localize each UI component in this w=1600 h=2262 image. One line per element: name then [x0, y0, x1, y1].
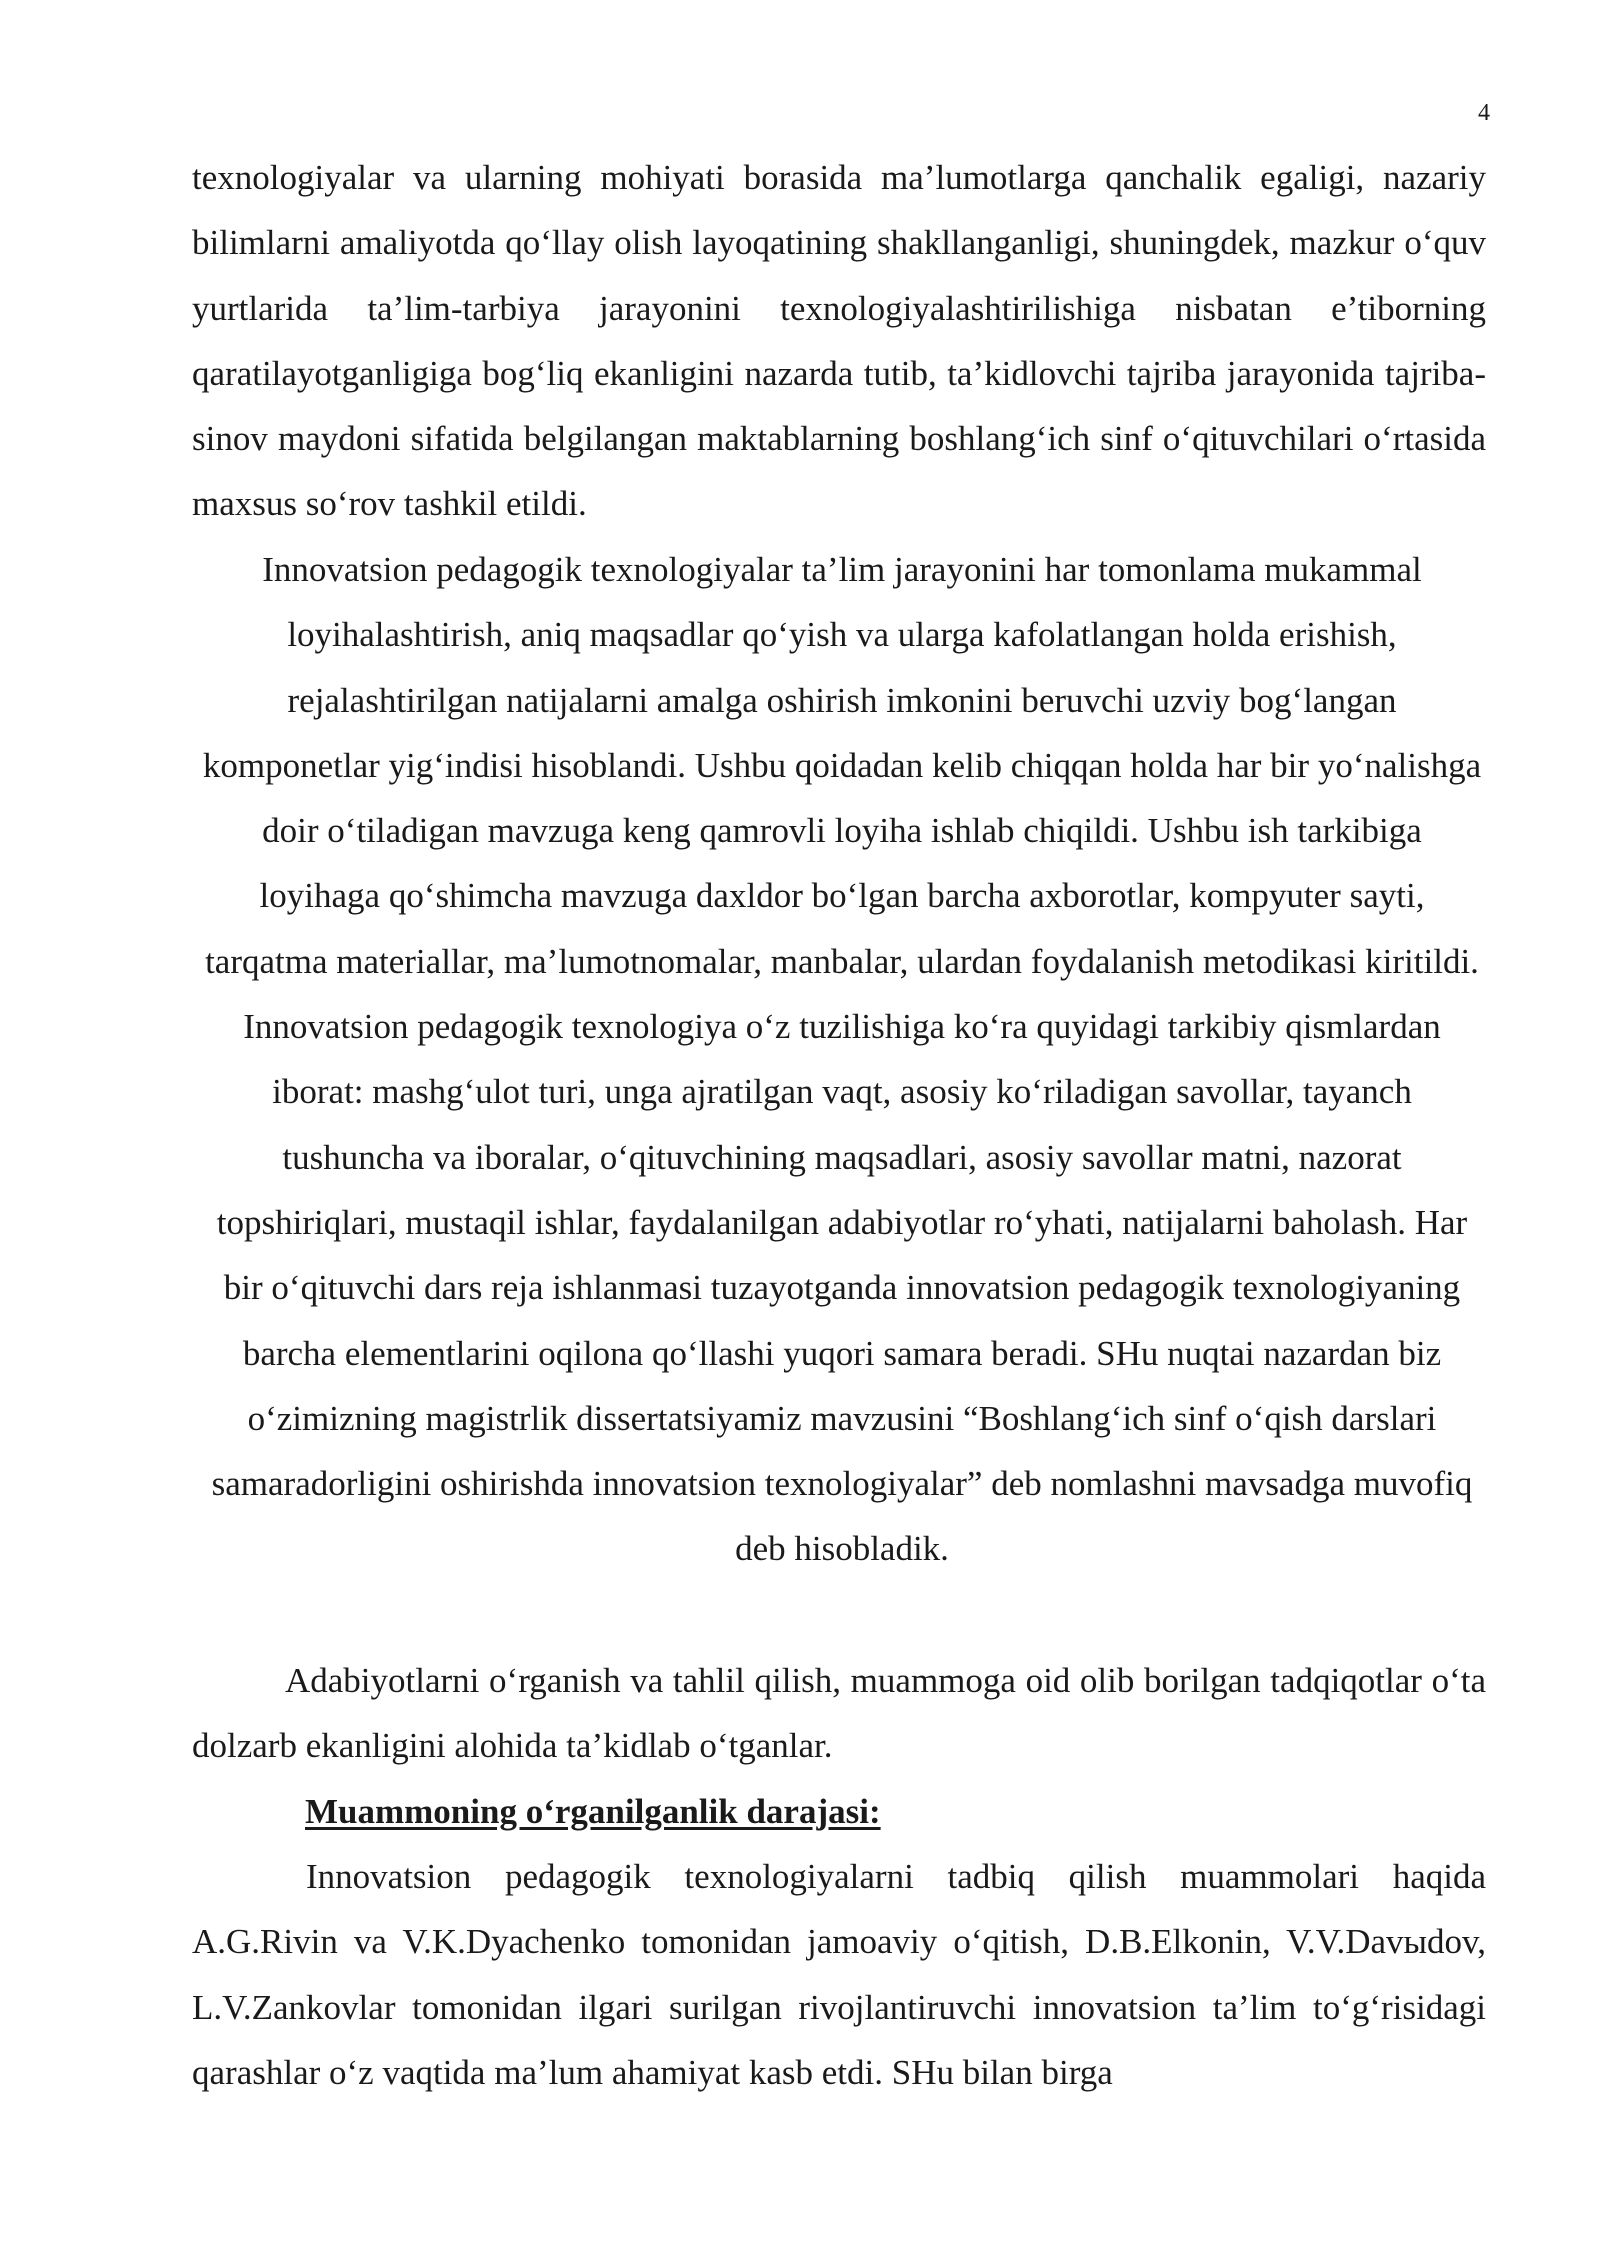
paragraph-2: Innovatsion pedagogik texnologiyalar ta’lim jarayonini har tomonlama mukammal loyihalashtirish, aniq maqsadlar qo‘yish va ularga kafolatlangan holda erishish, rejalashtirilgan natijalarni amalga oshirish imkonini beruvchi uzviy bog‘langan komponetlar yig‘indisi hisoblandi. Ushbu qoidadan kelib chiqqan holda har bir yo‘nalishga doir o‘tiladigan mavzuga keng qamrovli loyiha ishlab chiqildi. Ushbu ish tarkibiga loyihaga qo‘shimcha mavzuga daxldor bo‘lgan barcha axborotlar, kompyuter sayti, tarqatma materiallar, ma’lumotnomalar, manbalar, ulardan foydalanish metodikasi kiritildi. Innovatsion pedagogik texnologiya o‘z tuzilishiga ko‘ra quyidagi tarkibiy qismlardan iborat: mashg‘ulot turi, unga ajratilgan vaqt, asosiy ko‘riladigan savollar, tayanch tushuncha va iboralar, o‘qituvchining maqsadlari, asosiy savollar matni, nazorat topshiriqlari, mustaqil ishlar, faydalanilgan adabiyotlar ro‘yhati, natijalarni baholash. Har bir o‘qituvchi dars reja ishlanmasi tuzayotganda innovatsion pedagogik texnologiyaning barcha elementlarini oqilona qo‘llashi yuqori samara beradi. SHu nuqtai nazardan biz o‘zimizning magistrlik dissertatsiyamiz mavzusini “Boshlang‘ich sinf o‘qish darslari samaradorligini oshirishda innovatsion texnologiyalar” deb nomlashni mavsadga muvofiq deb hisobladik.	[202, 550, 1482, 1569]
paragraph-4: Innovatsion pedagogik texnologiyalarni tadbiq qilish muammolari haqida A.G.Rivin va V.K.Dyachenko tomonidan jamoaviy o‘qitish, D.B.Elkonin, V.V.Davыdov, L.V.Zankovlar tomonidan ilgari surilgan rivojlantiruvchi innovatsion ta’lim to‘g‘risidagi qarashlar o‘z vaqtida ma’lum ahamiyat kasb etdi. SHu bilan birga	[192, 1857, 1486, 2092]
paragraph-3: Adabiyotlarni o‘rganish va tahlil qilish, muammoga oid olib borilgan tadqiqotlar o‘ta dolzarb ekanligini alohida ta’kidlab o‘tganlar.	[192, 1661, 1486, 1766]
paragraph-1: texnologiyalar va ularning mohiyati borasida ma’lumotlarga qanchalik egaligi, nazariy bilimlarni amaliyotda qo‘llay olish layoqatining shakllanganligi, shuningdek, mazkur o‘quv yurtlarida ta’lim-tarbiya jarayonini texnologiyalashtirilishiga nisbatan e’tiborning qaratilayotganligiga bog‘liq ekanligini nazarda tutib, ta’kidlovchi tajriba jarayonida tajriba-sinov maydoni sifatida belgilangan maktablarning boshlang‘ich sinf o‘qituvchilari o‘rtasida maxsus so‘rov tashkil etildi.	[192, 158, 1486, 524]
page-number: 4	[1478, 100, 1490, 126]
section-heading: Muammoning o‘rganilganlik darajasi:	[305, 1792, 881, 1831]
